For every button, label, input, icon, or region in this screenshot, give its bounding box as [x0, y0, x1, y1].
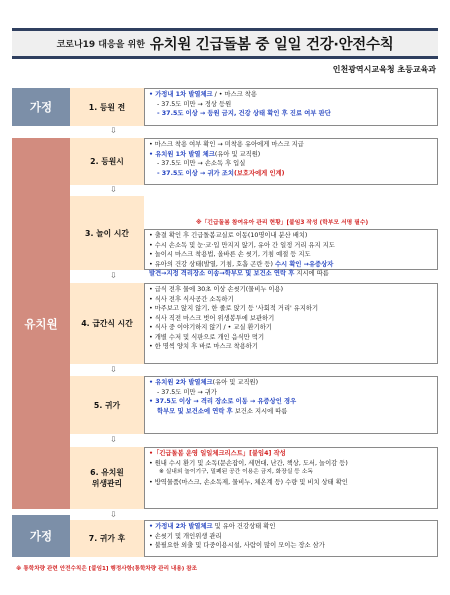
- box-meal-time: [144, 283, 438, 364]
- page-title: 유치원 긴급돌봄 중 일일 건강·안전수칙: [149, 37, 394, 53]
- hygiene-note: ※ 실내외 놀이기구, 밀폐된 공간 이용은 금지, 화장실 등 소독: [159, 469, 313, 475]
- mask-wear-text: / • 마스크 착용: [212, 91, 257, 98]
- play-rule-4: • 유아의 건강 상태(발열, 기침, 호흡 곤란 등): [149, 260, 275, 268]
- play-rule-2: • 수시 손소독 및 눈·코·입 만지지 않기, 유아 간 일정 거리 유지 지도: [149, 241, 335, 249]
- home-under-37-5: - 37.5도 미만 → 귀가: [157, 388, 217, 396]
- after-home-rule-3: • 불필요한 외출 및 다중이용시설, 사람이 많이 모이는 장소 삼가: [149, 542, 325, 549]
- meal-rule-5: • 식사 중 이야기하지 않기 / • 교실 환기하기: [149, 324, 272, 331]
- contact-health-center: 학부모 및 보건소에 연락 후: [157, 407, 233, 415]
- attendance-note: ※「긴급돌봄 참여유아 관리 현황」[붙임3 작성 (학부모 서명 필수): [196, 220, 369, 226]
- follow-health-center: 보건소 지시에 따름: [232, 407, 288, 415]
- mask-check-text: • 마스크 착용 여부 확인 → 미착용 유아에게 마스크 지급: [149, 141, 304, 148]
- step-6-label: 6. 유치원: [90, 468, 124, 477]
- box-before-arrival: [144, 88, 438, 126]
- box-play-time: [144, 229, 438, 277]
- home-over-37-5: • 37.5도 이상 → 격리 장소로 이동 → 유증상인 경우: [149, 398, 297, 405]
- down-arrow-icon: ⇩: [110, 435, 117, 444]
- step-6-sublabel: 위생관리: [91, 479, 123, 488]
- step-7-after-home: 7. 귀가 후: [70, 520, 144, 557]
- title-bar: [12, 28, 438, 59]
- down-arrow-icon: ⇩: [110, 185, 117, 194]
- meal-rule-3: • 마주보고 앉지 않기, 한 줄로 앉기 등 '사회적 거리' 유지하기: [149, 305, 319, 312]
- follow-instructions: 지시에 따름: [294, 270, 329, 277]
- meal-rule-4: • 식사 직전 마스크 벗어 위생봉투에 보관하기: [149, 314, 275, 322]
- step-4-meal-time: 4. 급간식 시간: [70, 283, 144, 364]
- meal-rule-7: • 한 명씩 양치 후 바로 마스크 착용하기: [149, 343, 258, 350]
- title-subtitle: 코로나19 대응을 위한: [56, 40, 145, 50]
- isolation-procedure: 발견→지정 격리장소 이송→학부모 및 보건소 연락 후: [149, 270, 295, 277]
- meal-rule-2: • 식사 전후 식사공간 소독하기: [149, 295, 234, 303]
- hygiene-rule-2: • 방역물품(마스크, 손소독제, 물비누, 체온계 등) 수량 및 비치 상태 확인: [149, 478, 348, 486]
- organization-label: 인천광역시교육청 초등교육과: [332, 65, 436, 74]
- step-5-going-home: 5. 귀가: [70, 376, 144, 434]
- symptom-check: 수시 확인 →유증상자: [274, 260, 334, 268]
- step-1-before-arrival: 1. 등원 전: [70, 88, 144, 126]
- rule-over-37-5: - 37.5도 이상 → 등원 금지, 건강 상태 확인 후 진료 여부 판단: [157, 110, 331, 117]
- down-arrow-icon: ⇩: [110, 365, 117, 374]
- fever-check-target: (유아 및 교직원): [214, 150, 261, 158]
- arrival-over-37-5: - 37.5도 이상 → 귀가 조치: [157, 169, 234, 177]
- health-check-text: 및 유아 건강상태 확인: [212, 523, 276, 530]
- meal-rule-1: • 급식 전후 물에 30초 이상 손씻기(물비누 이용): [149, 286, 284, 293]
- box-after-home: [144, 520, 438, 557]
- down-arrow-icon: ⇩: [110, 126, 117, 135]
- second-fever-check: • 유치원 2차 발열체크: [149, 379, 213, 386]
- step-2-arrival: 2. 등원시: [70, 138, 144, 185]
- daily-checklist: •「긴급돌봄 운영 일일체크리스트」[붙임4] 작성: [149, 450, 286, 457]
- play-rule-3: • 놀이시 마스크 착용법, 올바른 손 씻기, 기침 예절 등 지도: [149, 251, 311, 258]
- guardian-handover: (보호자에게 인계): [233, 169, 285, 177]
- first-fever-check-kindergarten: • 유치원 1차 발열 체크: [149, 150, 215, 158]
- box-going-home: [144, 376, 438, 434]
- section-label-home-top: 가정: [12, 88, 70, 126]
- step-3-play-time: 3. 놀이 시간: [70, 196, 144, 270]
- second-check-target: (유아 및 교직원): [212, 379, 259, 386]
- first-fever-check-home: • 가정내 1차 발열체크: [149, 91, 213, 98]
- section-label-home-bottom: 가정: [12, 515, 70, 557]
- after-home-rule-2: • 손씻기 및 개인위생 관리: [149, 532, 222, 540]
- rule-under-37-5: - 37.5도 미만 → 정상 등원: [157, 100, 232, 108]
- section-label-kindergarten: 유치원: [12, 138, 70, 509]
- arrival-under-37-5: - 37.5도 미만 → 손소독 후 입실: [157, 160, 246, 167]
- box-hygiene: [144, 447, 438, 509]
- second-fever-check-home: • 가정내 2차 발열체크: [149, 523, 213, 530]
- down-arrow-icon: ⇩: [110, 271, 117, 280]
- meal-rule-6: • 개별 수저 및 식판으로 개인 음식만 먹기: [149, 333, 265, 341]
- down-arrow-icon: ⇩: [110, 510, 117, 519]
- play-rule-1: • 출결 확인 후 긴급돌봄교실로 이동(10명이내 분산 배치): [149, 232, 308, 239]
- footer-note: ※ 통학차량 관련 안전수칙은 [붙임1] 행정사항(통학차량 관리 내용) 참조: [16, 566, 198, 572]
- hygiene-rule-1: • 원내 수시 환기 및 소독(문손잡이, 세면대, 난간, 책상, 도서, 놀이감 등): [149, 459, 348, 467]
- step-6-hygiene: [70, 447, 144, 509]
- box-arrival: [144, 138, 438, 185]
